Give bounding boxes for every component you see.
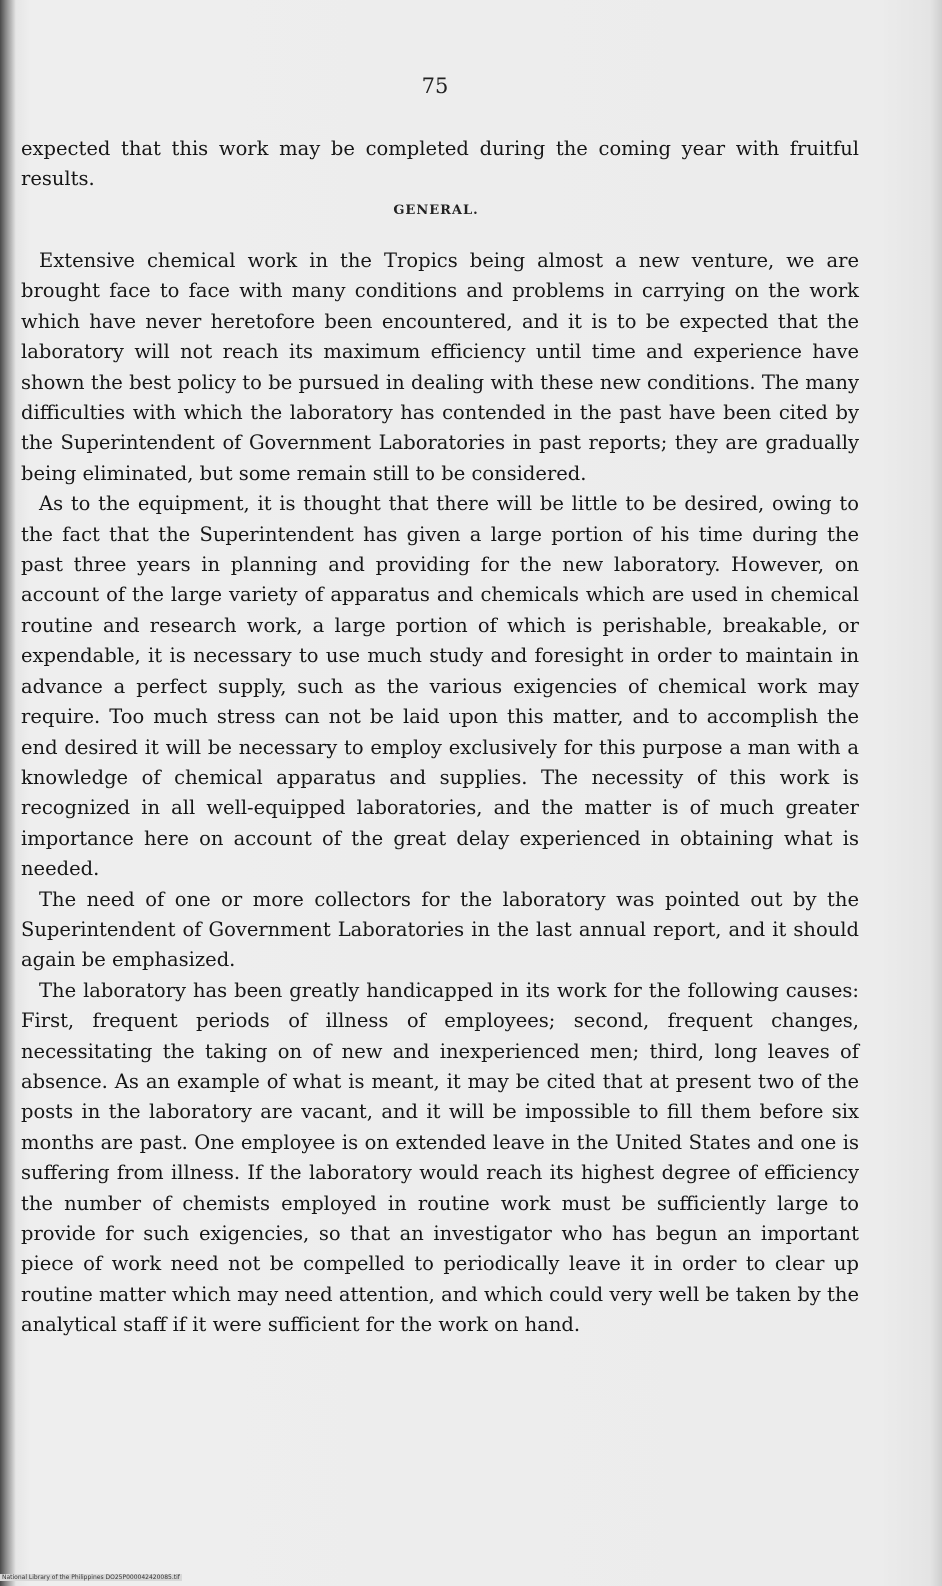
paragraph-handicaps: The laboratory has been greatly handicapped in its work for the following causes: First, frequent periods of illness of employees; second, frequent changes, necessitating the taking on of new and inexperienced men; third, long leaves of absence. As an example of what is meant, it may be cited that at present two of the posts in the laboratory are vacant, and it will be impossible to fill them before six months are past. One employee is on extended leave in the United States and one is suffering from illness. If the laboratory would reach its highest degree of efficiency the number of chemists employed in routine work must be sufficiently large to provide for such exigencies, so that an investigator who has begun an important piece of work need not be compelled to periodically leave it in order to clear up routine matter which may need attention, and which could very well be taken by the analytical staff if it were sufficient for the work on hand. <box>21 978 859 1337</box>
paragraph-collectors: The need of one or more collectors for the laboratory was pointed out by the Superintendent of Government Laboratories in the last annual report, and it should again be emphasized. <box>21 887 859 972</box>
opening-paragraph: expected that this work may be completed during the coming year with fruitful results. <box>21 137 859 191</box>
paragraph-tropics: Extensive chemical work in the Tropics being almost a new venture, we are brought face to face with many conditions and problems in carrying on the work which have never heretofore been encountered, and it is to be expected that the laboratory will not reach its maximum efficiency until time and experience have shown the best policy to be pursued in dealing with these new conditions. The many difficulties with which the laboratory has contended in the past have been cited by the Superintendent of Government Laboratories in past reports; they are gradually being eliminated, but some remain still to be considered. <box>21 249 859 485</box>
body-text <box>21 246 859 1341</box>
opening-paragraph-block <box>21 134 859 195</box>
scan-credit: National Library of the Philippines DO25P000042420085.tif <box>2 1574 180 1581</box>
section-heading: GENERAL. <box>393 203 479 218</box>
paragraph-equipment: As to the equipment, it is thought that there will be little to be desired, owing to the fact that the Superintendent has given a large portion of his time during the past three years in planning and providing for the new laboratory. However, on account of the large variety of apparatus and chemicals which are used in chemical routine and research work, a large portion of which is perishable, breakable, or expendable, it is necessary to use much study and foresight in order to maintain in advance a perfect supply, such as the various exigencies of chemical work may require. Too much stress can not be laid upon this matter, and to accomplish the end desired it will be necessary to employ exclusively for this purpose a man with a knowledge of chemical apparatus and supplies. The necessity of this work is recognized in all well-equipped laboratories, and the matter is of much greater importance here on account of the great delay experienced in obtaining what is needed. <box>21 492 859 881</box>
page-number: 75 <box>421 74 449 98</box>
